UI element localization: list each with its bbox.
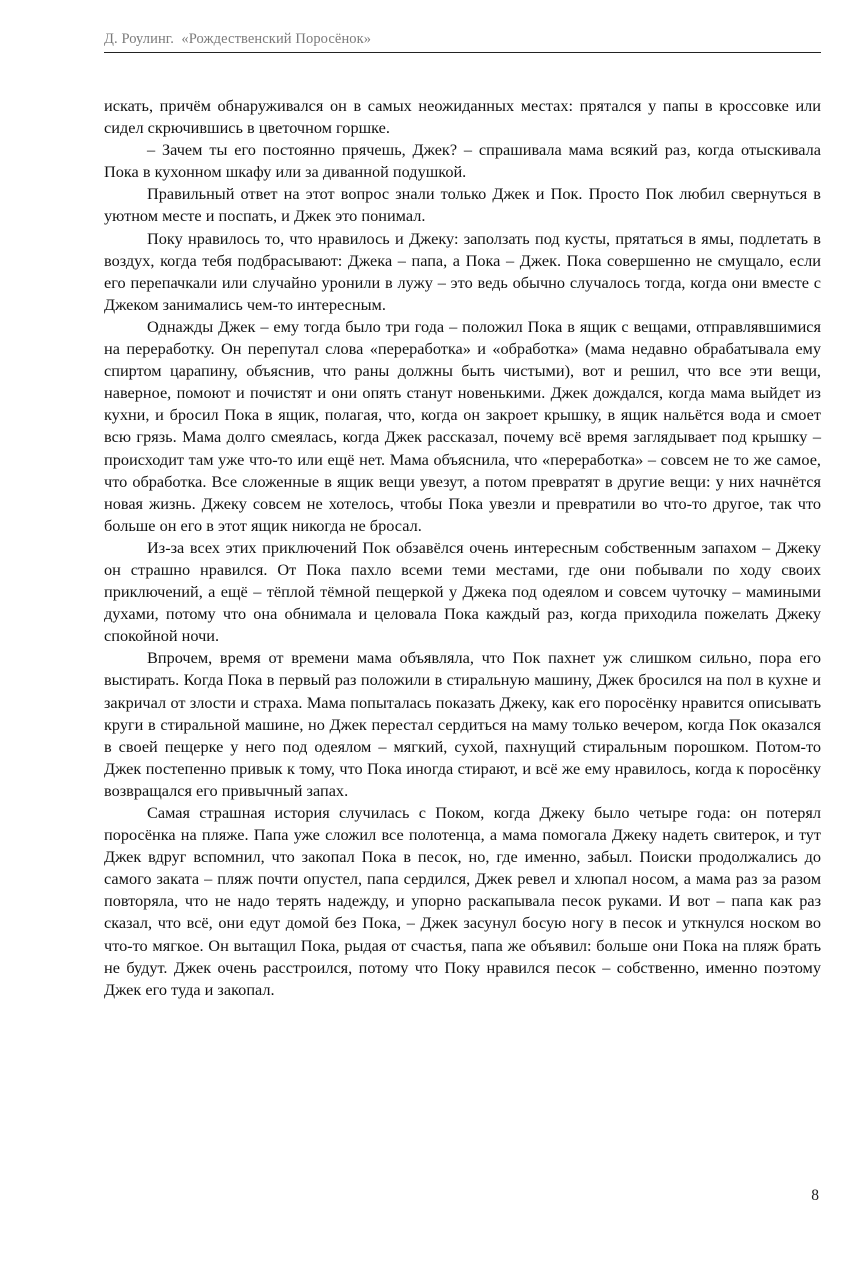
page-number: 8	[811, 1187, 819, 1204]
paragraph: Правильный ответ на этот вопрос знали только Джек и Пок. Просто Пок любил свернуться в уютном месте и поспать, и Джек это понимал.	[104, 184, 821, 226]
header-author: Д. Роулинг.	[104, 31, 174, 47]
header-text	[104, 31, 371, 48]
paragraph: Из-за всех этих приключений Пок обзавёлся очень интересным собственным запахом – Джеку он страшно нравился. От Пока пахло всеми теми местами, где они побывали по ходу своих приключений, а ещё – тёплой тёмной пещеркой у Джека под одеялом и совсем чуточку – мамиными духами, потому что она обнимала и целовала Пока каждый раз, когда приходила пожелать Джеку спокойной ночи.	[104, 537, 821, 646]
paragraph: Однажды Джек – ему тогда было три года – положил Пока в ящик с вещами, отправлявшимися на переработку. Он перепутал слова «переработка» и «обработка» (мама недавно обрабатывала ему спиртом царапину, объяснив, что раны должны быть чистыми), вот и решил, что все эти вещи, наверное, помоют и почистят и они опять станут новенькими. Джек дождался, когда мама выйдет из кухни, и бросил Пока в ящик, полагая, что, когда он закроет крышку, в ящик нальётся вода и смоет всю грязь. Мама долго смеялась, когда Джек рассказал, почему всё время заглядывает под крышку – происходит там уже что-то или ещё нет. Мама объяснила, что «переработка» – совсем не то же самое, что обработка. Все сложенные в ящик вещи увезут, а потом превратят в другие вещи: у них начнётся новая жизнь. Джеку совсем не хотелось, чтобы Пока увезли и превратили во что-то другое, так что больше он его в этот ящик никогда не бросал.	[104, 316, 821, 535]
header-title: «Рождественский Поросёнок»	[181, 31, 372, 47]
paragraph: искать, причём обнаруживался он в самых неожиданных местах: прятался у папы в кроссовке или сидел скрючившись в цветочном горшке.	[104, 96, 821, 138]
paragraph: Поку нравилось то, что нравилось и Джеку: заползать под кусты, прятаться в ямы, подлетать в воздух, когда тебя подбрасывают: Джека – папа, а Пока – Джек. Пока совершенно не смущало, если его перепачкали или случайно уронили в лужу – это ведь обычно случалось тогда, когда они вместе с Джеком занимались чем-то интересным.	[104, 228, 821, 314]
book-text	[104, 95, 821, 1001]
paragraph: Впрочем, время от времени мама объявляла, что Пок пахнет уж слишком сильно, пора его выстирать. Когда Пока в первый раз положили в стиральную машину, Джек бросился на пол в кухне и закричал от злости и страха. Мама попыталась показать Джеку, как его поросёнку нравится описывать круги в стиральной машине, но Джек перестал сердиться на маму только вечером, когда Пок оказался в своей пещерке у него под одеялом – мягкий, сухой, пахнущий стиральным порошком. Потом-то Джек постепенно привык к тому, что Пока иногда стирают, и всё же ему нравилось, когда к поросёнку возвращался его привычный запах.	[104, 648, 821, 800]
running-header	[104, 30, 821, 53]
paragraph: Самая страшная история случилась с Поком, когда Джеку было четыре года: он потерял поросёнка на пляже. Папа уже сложил все полотенца, а мама помогала Джеку надеть свитерок, и тут Джек вдруг вспомнил, что закопал Пока в песок, но, где именно, забыл. Поиски продолжались до самого заката – пляж почти опустел, папа сердился, Джек ревел и хлюпал носом, а мама раз за разом повторяла, что не надо терять надежду, и упорно раскапывала песок руками. И вот – папа как раз сказал, что всё, они едут домой без Пока, – Джек засунул босую ногу в песок и уткнулся носком во что-то мягкое. Он вытащил Пока, рыдая от счастья, папа же объявил: больше они Пока на пляж брать не будут. Джек очень расстроился, потому что Поку нравился песок – собственно, именно поэтому Джек его туда и закопал.	[104, 803, 821, 999]
paragraph: – Зачем ты его постоянно прячешь, Джек? – спрашивала мама всякий раз, когда отыскивала Пока в кухонном шкафу или за диванной подушкой.	[104, 140, 821, 182]
